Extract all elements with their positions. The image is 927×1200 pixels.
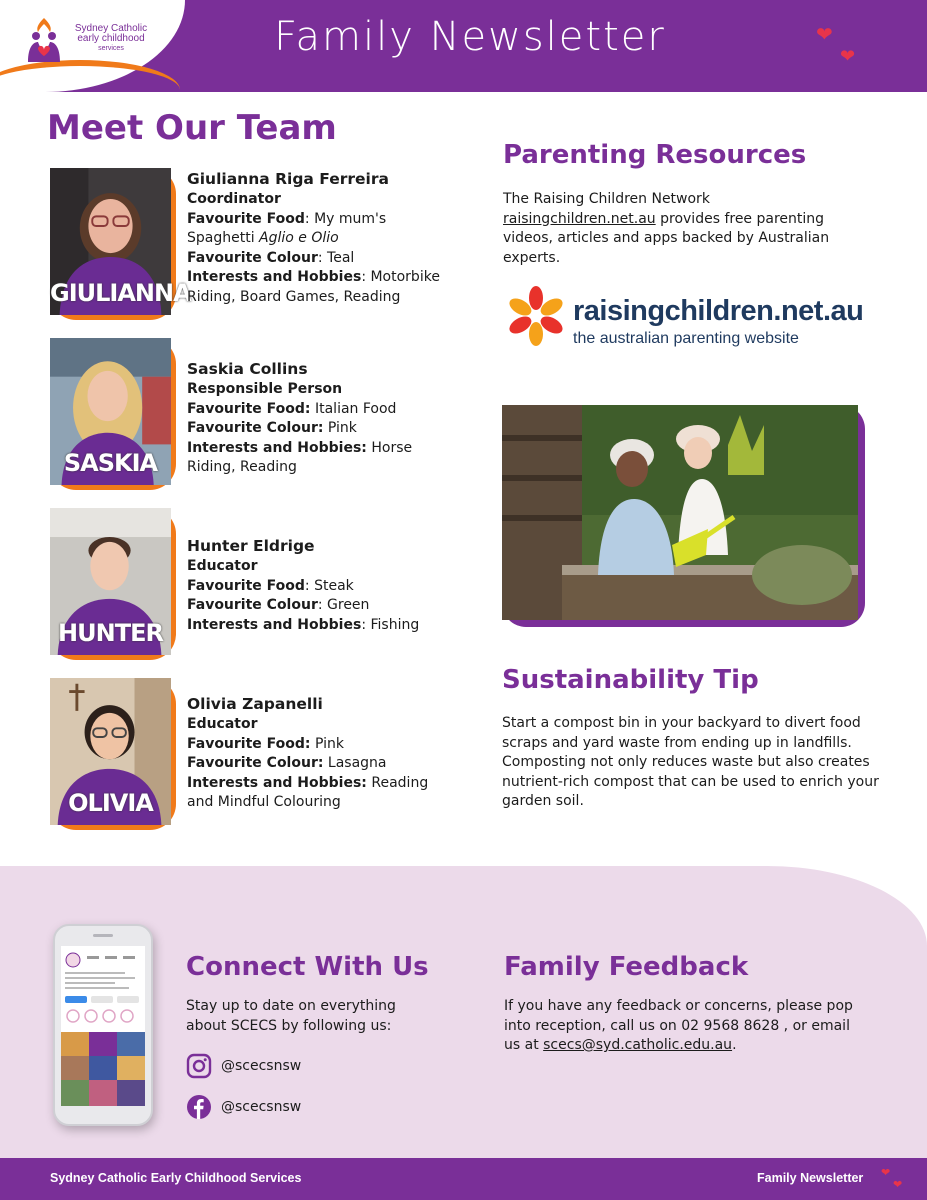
heart-icon: ❤	[816, 22, 833, 46]
phone-screen	[61, 946, 145, 1106]
logo-line2: early childhood	[77, 33, 145, 44]
team-heading: Meet Our Team	[47, 108, 337, 148]
food-label: Favourite Food	[187, 577, 305, 594]
food-value: Pink	[310, 735, 344, 752]
heart-icon: ❤	[840, 46, 856, 67]
hobbies-label: Interests and Hobbies:	[187, 774, 367, 791]
resources-link[interactable]: raisingchildren.net.au	[503, 210, 656, 227]
connect-text: Stay up to date on everything about SCECS by following us:	[186, 998, 396, 1034]
resources-text-b: provides free parenting videos, articles and apps backed by Australian experts.	[503, 210, 830, 266]
hobbies-label: Interests and Hobbies:	[187, 439, 367, 456]
facebook-icon	[186, 1094, 212, 1120]
member-name: Saskia Collins	[187, 360, 308, 378]
food-value: : Steak	[304, 577, 354, 594]
sustainability-text: Start a compost bin in your backyard to divert food scraps and yard waste from ending up in landfills. Composting not only reduces waste but also creates nutrient-rich compost that can be used to enrich your garden soil.	[502, 715, 879, 809]
member-hobbies	[187, 268, 447, 307]
sustainability-heading: Sustainability Tip	[502, 665, 759, 695]
feedback-heading: Family Feedback	[504, 952, 749, 982]
member-role: Educator	[187, 716, 258, 732]
member-food	[187, 400, 447, 420]
hobbies-value: : Fishing	[361, 616, 420, 633]
footer-bar	[0, 1158, 927, 1200]
member-info	[187, 358, 447, 478]
logo-line3: services	[98, 45, 124, 52]
food-value: Italian Food	[310, 400, 397, 417]
raisingchildren-tagline: the australian parenting website	[573, 330, 799, 347]
instagram-icon	[186, 1053, 212, 1079]
raisingchildren-logo-text: raisingchildren.net.au	[573, 295, 864, 327]
member-photo-label: OLIVIA	[68, 789, 153, 817]
garden-photo-image	[502, 405, 858, 620]
food-label: Favourite Food:	[187, 735, 311, 752]
member-colour	[187, 596, 447, 616]
member-hobbies	[187, 774, 447, 813]
hobbies-value: Horse Riding, Reading	[187, 439, 413, 475]
food-label: Favourite Food:	[187, 400, 311, 417]
raisingchildren-logo[interactable]	[505, 285, 864, 355]
page-title: Family Newsletter	[274, 14, 666, 60]
facebook-link[interactable]	[186, 1094, 301, 1120]
member-name: Olivia Zapanelli	[187, 695, 323, 713]
hobbies-value: : Motorbike Riding, Board Games, Reading	[187, 269, 440, 305]
member-role: Responsible Person	[187, 381, 343, 397]
food-value: : My mum's Spaghetti	[187, 210, 387, 246]
member-photo	[50, 168, 191, 320]
logo-line1: Sydney Catholic	[74, 23, 148, 34]
hobbies-label: Interests and Hobbies	[187, 616, 362, 633]
feedback-text-a: If you have any feedback or concerns, please pop into reception, call us on 02 9568 8628 , or email us at	[504, 998, 853, 1053]
hobbies-label: Interests and Hobbies	[187, 269, 362, 285]
member-food	[187, 577, 447, 597]
member-info	[187, 168, 447, 307]
colour-label: Favourite Colour:	[187, 420, 324, 436]
logo[interactable]	[0, 0, 185, 92]
colour-label: Favourite Colour:	[187, 755, 324, 771]
raisingchildren-flower-icon	[505, 285, 567, 347]
member-photo-label: GIULIANNA	[50, 279, 191, 307]
heart-icon: ❤	[893, 1178, 903, 1191]
header-bar	[0, 0, 927, 92]
food-label: Favourite Food	[187, 210, 305, 227]
colour-value: : Teal	[317, 249, 355, 266]
resources-heading: Parenting Resources	[503, 140, 807, 170]
member-colour	[187, 419, 447, 439]
phone-mockup	[53, 924, 153, 1126]
colour-value: Lasagna	[323, 755, 387, 771]
member-name: Giulianna Riga Ferreira	[187, 170, 389, 188]
resources-text	[503, 190, 863, 268]
feedback-email-link[interactable]: scecs@syd.catholic.edu.au	[543, 1037, 733, 1053]
member-role: Coordinator	[187, 191, 281, 207]
phone-speaker	[93, 934, 113, 937]
member-photo	[50, 338, 176, 490]
member-colour	[187, 754, 447, 774]
colour-label: Favourite Colour	[187, 249, 318, 266]
instagram-handle: @scecsnsw	[221, 1058, 302, 1074]
member-photo-label: HUNTER	[58, 619, 163, 647]
heart-icon: ❤	[881, 1166, 891, 1179]
footer-org-name: Sydney Catholic Early Childhood Services	[50, 1171, 302, 1185]
colour-label: Favourite Colour	[187, 597, 318, 613]
feedback-text	[504, 997, 864, 1056]
logo-text	[66, 24, 156, 54]
colour-value: Pink	[323, 420, 357, 436]
member-colour	[187, 249, 447, 269]
logo-family-icon	[24, 14, 64, 66]
feedback-text-b: .	[732, 1037, 737, 1053]
food-value-italic: Aglio e Olio	[259, 230, 339, 246]
resources-text-a: The Raising Children Network	[503, 191, 710, 207]
facebook-handle: @scecsnsw	[221, 1099, 302, 1115]
footer-title: Family Newsletter	[757, 1171, 864, 1185]
instagram-link[interactable]	[186, 1053, 301, 1079]
member-photo	[50, 678, 176, 830]
hobbies-value: Reading and Mindful Colouring	[187, 774, 429, 810]
member-name: Hunter Eldrige	[187, 537, 315, 555]
connect-heading: Connect With Us	[186, 952, 429, 982]
garden-photo	[502, 405, 865, 627]
member-food	[187, 735, 447, 755]
instagram-profile-screenshot	[61, 946, 145, 1106]
member-food	[187, 210, 447, 249]
member-photo-label: SASKIA	[63, 449, 158, 477]
member-hobbies	[187, 616, 447, 636]
member-photo	[50, 508, 176, 660]
member-hobbies	[187, 439, 447, 478]
member-info	[187, 535, 447, 635]
member-role: Educator	[187, 558, 258, 574]
colour-value: : Green	[317, 597, 370, 613]
member-info	[187, 693, 447, 813]
